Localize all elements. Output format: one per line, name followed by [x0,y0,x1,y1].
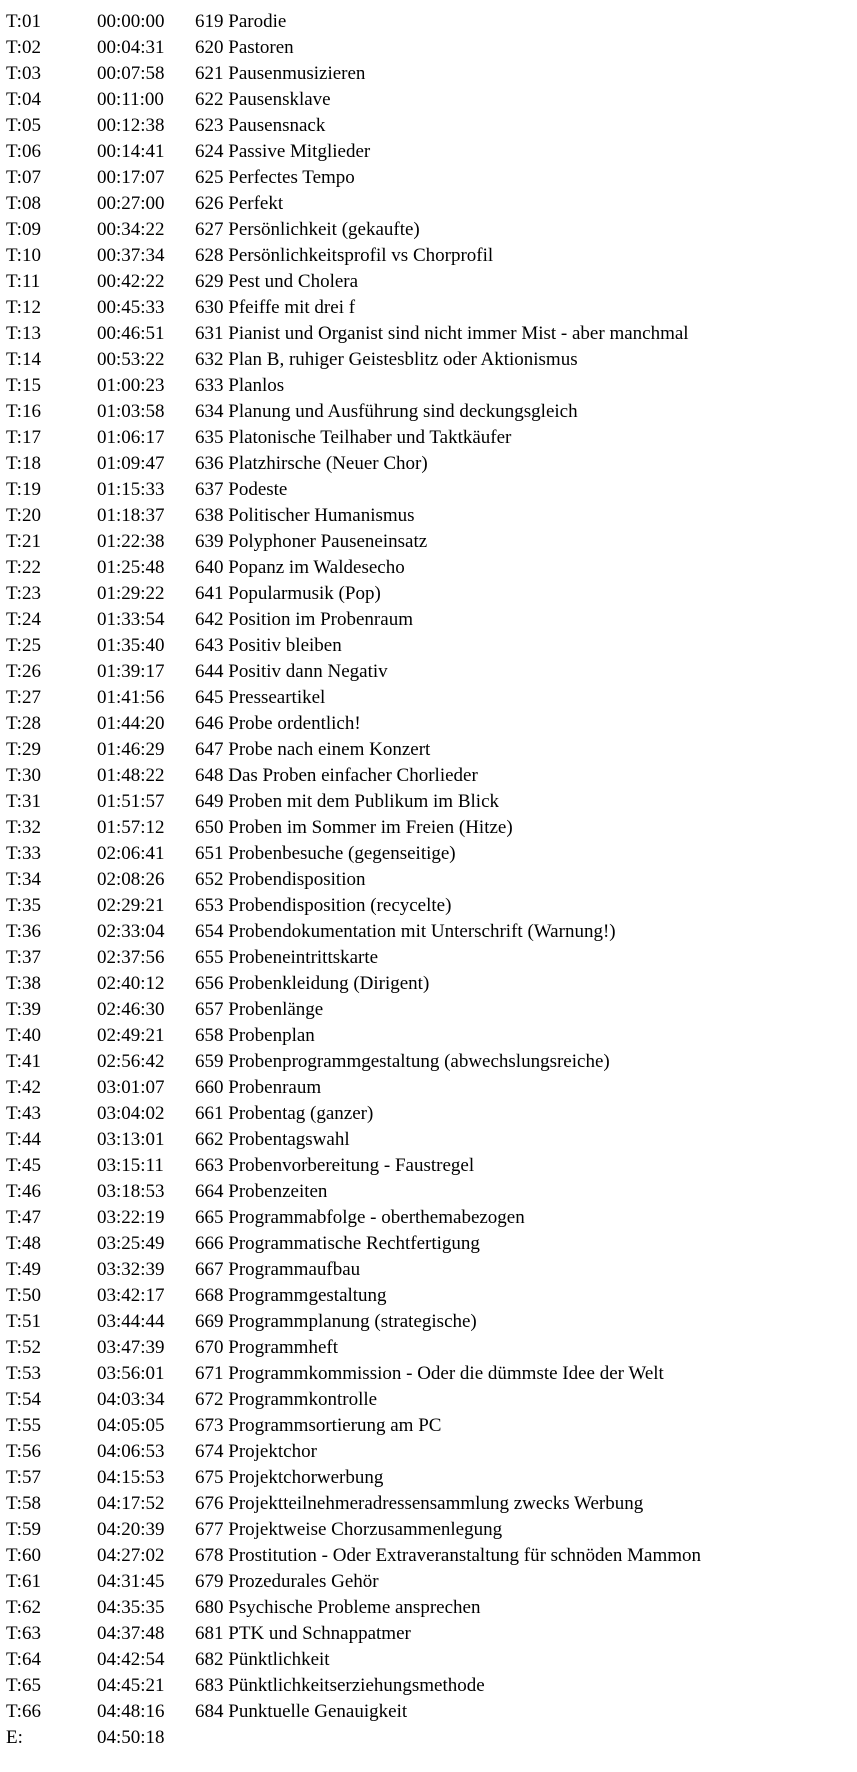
track-time: 04:15:53 [97,1467,165,1488]
track-time: 04:20:39 [97,1519,165,1540]
track-row [6,1595,857,1621]
track-title: 682 Pünktlichkeit [195,1649,330,1670]
track-title: 630 Pfeiffe mit drei f [195,297,356,318]
track-title: 632 Plan B, ruhiger Geistesblitz oder Aktionismus [195,349,578,370]
track-title: 620 Pastoren [195,37,294,58]
track-time: 02:37:56 [97,947,165,968]
track-time: 03:42:17 [97,1285,165,1306]
track-track: T:18 [6,453,41,474]
track-title: 668 Programmgestaltung [195,1285,387,1306]
track-time: 00:53:22 [97,349,165,370]
track-time: 04:27:02 [97,1545,165,1566]
track-title: 684 Punktuelle Genauigkeit [195,1701,408,1722]
track-time: 04:06:53 [97,1441,165,1462]
track-title: 624 Passive Mitglieder [195,141,371,162]
track-track: T:28 [6,713,41,734]
track-track: T:64 [6,1649,41,1670]
track-track: T:09 [6,219,41,240]
track-row [6,1465,857,1491]
track-title: 666 Programmatische Rechtfertigung [195,1233,480,1254]
track-time: 01:03:58 [97,401,165,422]
track-title: 648 Das Proben einfacher Chorlieder [195,765,478,786]
track-row [6,295,857,321]
track-title: 679 Prozedurales Gehör [195,1571,379,1592]
track-row [6,1075,857,1101]
track-time: 02:56:42 [97,1051,165,1072]
track-row [6,919,857,945]
track-title: 646 Probe ordentlich! [195,713,361,734]
track-title: 634 Planung und Ausführung sind deckungsgleich [195,401,578,422]
track-track: T:11 [6,271,41,292]
track-row [6,659,857,685]
track-title: 681 PTK und Schnappatmer [195,1623,411,1644]
track-time: 00:17:07 [97,167,165,188]
track-time: 03:22:19 [97,1207,165,1228]
track-time: 01:09:47 [97,453,165,474]
track-track: T:32 [6,817,41,838]
track-track: T:04 [6,89,41,110]
track-title: 623 Pausensnack [195,115,326,136]
track-time: 02:08:26 [97,869,165,890]
track-title: 680 Psychische Probleme ansprechen [195,1597,481,1618]
track-row [6,1231,857,1257]
track-track: T:22 [6,557,41,578]
track-title: 631 Pianist und Organist sind nicht immer Mist - aber manchmal [195,323,689,344]
track-row [6,1179,857,1205]
track-track: T:40 [6,1025,41,1046]
track-title: 659 Probenprogrammgestaltung (abwechslungsreiche) [195,1051,610,1072]
track-row [6,1621,857,1647]
track-row [6,789,857,815]
track-track: T:46 [6,1181,41,1202]
track-row [6,685,857,711]
track-row [6,451,857,477]
track-row [6,1023,857,1049]
track-title: 651 Probenbesuche (gegenseitige) [195,843,456,864]
track-time: 03:15:11 [97,1155,164,1176]
track-row [6,1257,857,1283]
track-title [195,1725,857,1751]
track-row [6,477,857,503]
track-time: 04:37:48 [97,1623,165,1644]
track-track: T:48 [6,1233,41,1254]
track-title: 678 Prostitution - Oder Extraveranstaltung für schnöden Mammon [195,1545,702,1566]
track-time: 04:05:05 [97,1415,165,1436]
track-row [6,243,857,269]
track-track: E: [6,1727,23,1748]
track-row [6,269,857,295]
track-row [6,347,857,373]
track-title: 675 Projektchorwerbung [195,1467,384,1488]
track-row [6,1335,857,1361]
track-row [6,1309,857,1335]
track-title: 638 Politischer Humanismus [195,505,415,526]
track-track: T:10 [6,245,41,266]
track-time: 02:29:21 [97,895,165,916]
track-row [6,61,857,87]
track-row [6,1725,857,1751]
track-row [6,633,857,659]
track-track: T:35 [6,895,41,916]
track-time: 04:35:35 [97,1597,165,1618]
track-track: T:08 [6,193,41,214]
track-row [6,1491,857,1517]
track-track: T:39 [6,999,41,1020]
track-row [6,1205,857,1231]
track-title: 643 Positiv bleiben [195,635,342,656]
track-row [6,1049,857,1075]
track-time: 03:32:39 [97,1259,165,1280]
track-track: T:07 [6,167,41,188]
track-track: T:26 [6,661,41,682]
track-title: 670 Programmheft [195,1337,339,1358]
track-title: 676 Projektteilnehmeradressensammlung zwecks Werbung [195,1493,644,1514]
track-track: T:31 [6,791,41,812]
track-title: 665 Programmabfolge - oberthemabezogen [195,1207,525,1228]
track-time: 01:00:23 [97,375,165,396]
track-time: 00:12:38 [97,115,165,136]
track-track: T:33 [6,843,41,864]
track-title: 635 Platonische Teilhaber und Taktkäufer [195,427,512,448]
track-row [6,1439,857,1465]
track-time: 04:03:34 [97,1389,165,1410]
track-track: T:30 [6,765,41,786]
track-track: T:61 [6,1571,41,1592]
track-time: 04:31:45 [97,1571,165,1592]
track-time: 00:27:00 [97,193,165,214]
track-track: T:66 [6,1701,41,1722]
track-title: 656 Probenkleidung (Dirigent) [195,973,430,994]
track-title: 637 Podeste [195,479,288,500]
track-time: 01:39:17 [97,661,165,682]
track-title: 639 Polyphoner Pauseneinsatz [195,531,428,552]
track-row [6,1361,857,1387]
track-time: 01:22:38 [97,531,165,552]
track-time: 01:48:22 [97,765,165,786]
track-title: 671 Programmkommission - Oder die dümmste Idee der Welt [195,1363,664,1384]
track-time: 04:17:52 [97,1493,165,1514]
track-time: 00:34:22 [97,219,165,240]
track-title: 672 Programmkontrolle [195,1389,378,1410]
track-track: T:58 [6,1493,41,1514]
track-track: T:03 [6,63,41,84]
track-track: T:63 [6,1623,41,1644]
track-title: 645 Presseartikel [195,687,326,708]
track-title: 649 Proben mit dem Publikum im Blick [195,791,499,812]
track-row [6,35,857,61]
track-time: 01:15:33 [97,479,165,500]
track-row [6,1647,857,1673]
track-time: 04:45:21 [97,1675,165,1696]
track-row [6,711,857,737]
track-time: 01:18:37 [97,505,165,526]
track-track: T:55 [6,1415,41,1436]
track-row [6,737,857,763]
track-title: 652 Probendisposition [195,869,366,890]
track-track: T:50 [6,1285,41,1306]
track-row [6,217,857,243]
track-time: 03:04:02 [97,1103,165,1124]
track-time: 01:57:12 [97,817,165,838]
track-row [6,191,857,217]
track-title: 674 Projektchor [195,1441,317,1462]
track-time: 04:42:54 [97,1649,165,1670]
track-track: T:27 [6,687,41,708]
track-time: 04:48:16 [97,1701,165,1722]
track-track: T:15 [6,375,41,396]
track-title: 677 Projektweise Chorzusammenlegung [195,1519,503,1540]
track-time: 00:37:34 [97,245,165,266]
track-title: 640 Popanz im Waldesecho [195,557,405,578]
track-track: T:34 [6,869,41,890]
track-row [6,945,857,971]
track-time: 03:44:44 [97,1311,165,1332]
track-row [6,607,857,633]
track-row [6,555,857,581]
track-title: 629 Pest und Cholera [195,271,359,292]
track-title: 657 Probenlänge [195,999,324,1020]
track-track: T:38 [6,973,41,994]
track-row [6,1543,857,1569]
track-track: T:45 [6,1155,41,1176]
track-time: 00:46:51 [97,323,165,344]
track-track: T:52 [6,1337,41,1358]
track-track: T:01 [6,11,41,32]
track-row [6,503,857,529]
track-row [6,997,857,1023]
track-row [6,1127,857,1153]
track-time: 01:29:22 [97,583,165,604]
track-title: 654 Probendokumentation mit Unterschrift (Warnung!) [195,921,616,942]
track-row [6,1413,857,1439]
track-title: 673 Programmsortierung am PC [195,1415,442,1436]
track-track: T:16 [6,401,41,422]
track-time: 00:07:58 [97,63,165,84]
track-time: 01:33:54 [97,609,165,630]
track-track: T:51 [6,1311,41,1332]
track-row [6,9,857,35]
track-track: T:06 [6,141,41,162]
track-title: 621 Pausenmusizieren [195,63,366,84]
track-time: 01:44:20 [97,713,165,734]
track-row [6,841,857,867]
track-track: T:49 [6,1259,41,1280]
track-track: T:21 [6,531,41,552]
track-track: T:37 [6,947,41,968]
track-row [6,581,857,607]
track-track: T:47 [6,1207,41,1228]
track-row [6,1283,857,1309]
track-title: 625 Perfectes Tempo [195,167,355,188]
track-time: 03:25:49 [97,1233,165,1254]
track-row [6,425,857,451]
track-title: 663 Probenvorbereitung - Faustregel [195,1155,475,1176]
track-row [6,373,857,399]
track-row [6,971,857,997]
track-time: 00:00:00 [97,11,165,32]
track-row [6,139,857,165]
track-title: 647 Probe nach einem Konzert [195,739,431,760]
track-track: T:43 [6,1103,41,1124]
track-time: 02:40:12 [97,973,165,994]
track-track: T:65 [6,1675,41,1696]
track-track: T:59 [6,1519,41,1540]
track-title: 664 Probenzeiten [195,1181,328,1202]
track-row [6,1517,857,1543]
track-track: T:56 [6,1441,41,1462]
track-time: 01:46:29 [97,739,165,760]
track-row [6,321,857,347]
track-title: 626 Perfekt [195,193,284,214]
track-track: T:14 [6,349,41,370]
track-time: 01:35:40 [97,635,165,656]
track-track: T:12 [6,297,41,318]
track-time: 04:50:18 [97,1727,165,1748]
track-track: T:54 [6,1389,41,1410]
track-track: T:24 [6,609,41,630]
track-title: 633 Planlos [195,375,285,396]
track-title: 627 Persönlichkeit (gekaufte) [195,219,420,240]
track-title: 655 Probeneintrittskarte [195,947,379,968]
track-time: 03:18:53 [97,1181,165,1202]
track-track: T:20 [6,505,41,526]
track-row [6,399,857,425]
track-time: 02:49:21 [97,1025,165,1046]
track-row [6,165,857,191]
track-time: 03:01:07 [97,1077,165,1098]
track-row [6,1699,857,1725]
track-title: 683 Pünktlichkeitserziehungsmethode [195,1675,485,1696]
track-time: 02:33:04 [97,921,165,942]
track-track: T:44 [6,1129,41,1150]
track-track: T:36 [6,921,41,942]
track-row [6,113,857,139]
track-time: 02:06:41 [97,843,165,864]
track-row [6,763,857,789]
track-time: 01:25:48 [97,557,165,578]
track-time: 01:41:56 [97,687,165,708]
track-title: 622 Pausensklave [195,89,331,110]
track-time: 03:47:39 [97,1337,165,1358]
track-track: T:53 [6,1363,41,1384]
track-time: 01:51:57 [97,791,165,812]
track-title: 641 Popularmusik (Pop) [195,583,381,604]
track-track: T:23 [6,583,41,604]
track-row [6,1569,857,1595]
track-track: T:17 [6,427,41,448]
track-title: 644 Positiv dann Negativ [195,661,388,682]
track-track: T:42 [6,1077,41,1098]
track-track: T:60 [6,1545,41,1566]
track-time: 00:42:22 [97,271,165,292]
track-title: 619 Parodie [195,11,287,32]
track-row [6,893,857,919]
track-row [6,1673,857,1699]
track-title: 658 Probenplan [195,1025,315,1046]
track-title: 667 Programmaufbau [195,1259,361,1280]
track-time: 01:06:17 [97,427,165,448]
track-row [6,1387,857,1413]
track-title: 636 Platzhirsche (Neuer Chor) [195,453,428,474]
track-track: T:29 [6,739,41,760]
track-row [6,1101,857,1127]
track-track: T:41 [6,1051,41,1072]
track-track: T:05 [6,115,41,136]
track-title: 642 Position im Probenraum [195,609,413,630]
track-row [6,1153,857,1179]
track-row [6,87,857,113]
track-track: T:25 [6,635,41,656]
track-time: 00:04:31 [97,37,165,58]
track-track: T:62 [6,1597,41,1618]
track-title: 662 Probentagswahl [195,1129,350,1150]
track-title: 669 Programmplanung (strategische) [195,1311,477,1332]
track-time: 00:14:41 [97,141,165,162]
track-row [6,867,857,893]
track-track: T:19 [6,479,41,500]
track-row [6,815,857,841]
track-track: T:13 [6,323,41,344]
track-time: 03:13:01 [97,1129,165,1150]
track-title: 650 Proben im Sommer im Freien (Hitze) [195,817,513,838]
track-time: 00:45:33 [97,297,165,318]
track-time: 00:11:00 [97,89,164,110]
track-track: T:57 [6,1467,41,1488]
track-track: T:02 [6,37,41,58]
track-time: 03:56:01 [97,1363,165,1384]
track-title: 660 Probenraum [195,1077,322,1098]
track-title: 661 Probentag (ganzer) [195,1103,374,1124]
track-row [6,529,857,555]
track-title: 628 Persönlichkeitsprofil vs Chorprofil [195,245,494,266]
track-time: 02:46:30 [97,999,165,1020]
track-title: 653 Probendisposition (recycelte) [195,895,452,916]
